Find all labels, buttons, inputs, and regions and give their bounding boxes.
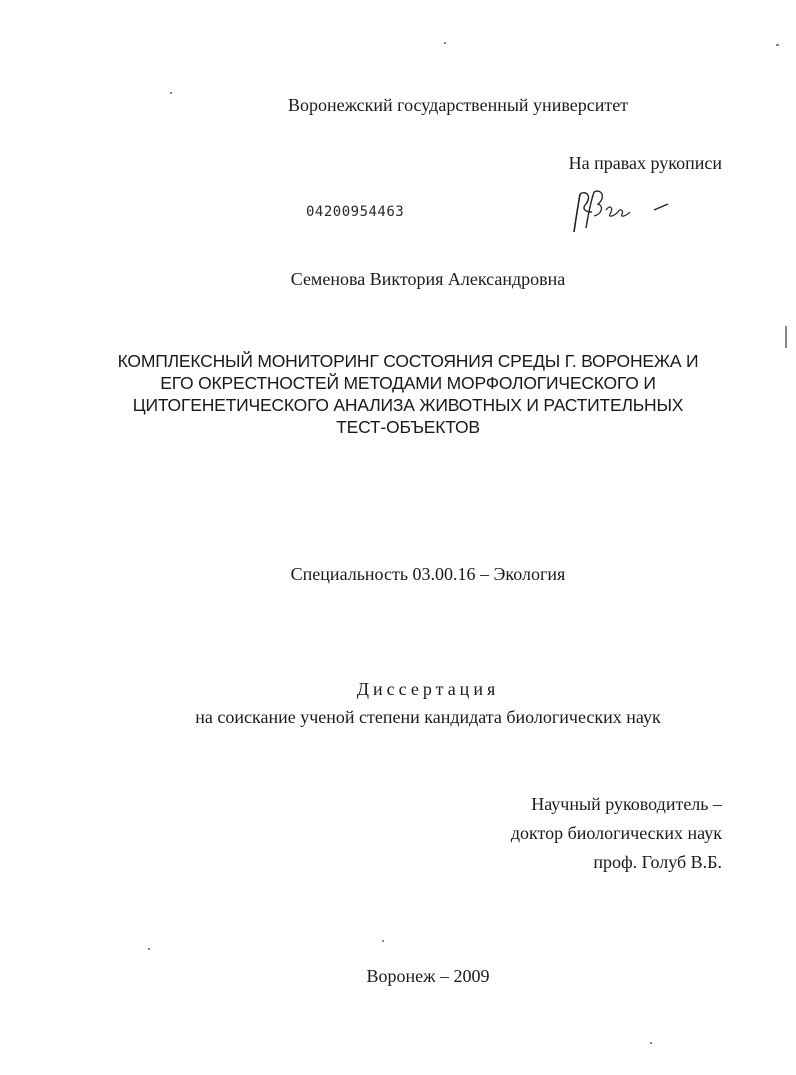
title-line: КОМПЛЕКСНЫЙ МОНИТОРИНГ СОСТОЯНИЯ СРЕДЫ Г. ВОРОНЕЖА И <box>117 351 699 371</box>
catalog-number-stamp: 04200954463 <box>306 204 405 220</box>
manuscript-rights-note: На правах рукописи <box>568 153 722 173</box>
dissertation-title <box>88 350 728 438</box>
scan-speck <box>785 326 787 348</box>
degree-sought: на соискание ученой степени кандидата биологических наук <box>195 707 661 727</box>
scan-speck <box>650 1042 652 1044</box>
title-line: ЕГО ОКРЕСТНОСТЕЙ МЕТОДАМИ МОРФОЛОГИЧЕСКОГО И <box>160 373 656 393</box>
supervisor-degree: доктор биологических наук <box>510 823 722 843</box>
scan-speck <box>170 92 172 94</box>
scan-speck <box>444 42 446 44</box>
author-name: Семенова Виктория Александровна <box>290 269 566 289</box>
city-and-year: Воронеж – 2009 <box>366 966 490 986</box>
specialty: Специальность 03.00.16 – Экология <box>290 564 566 584</box>
scan-speck <box>776 44 779 46</box>
supervisor-name: проф. Голуб В.Б. <box>593 852 722 872</box>
document-type: Диссертация <box>356 679 500 699</box>
title-line: ТЕСТ-ОБЪЕКТОВ <box>336 417 480 437</box>
supervisor-role: Научный руководитель – <box>531 794 722 814</box>
scan-speck <box>382 940 384 942</box>
university-name: Воронежский государственный университет <box>287 95 629 115</box>
title-line: ЦИТОГЕНЕТИЧЕСКОГО АНАЛИЗА ЖИВОТНЫХ И РАСТИТЕЛЬНЫХ <box>132 395 684 415</box>
scan-speck <box>148 948 150 950</box>
author-signature <box>568 186 678 236</box>
